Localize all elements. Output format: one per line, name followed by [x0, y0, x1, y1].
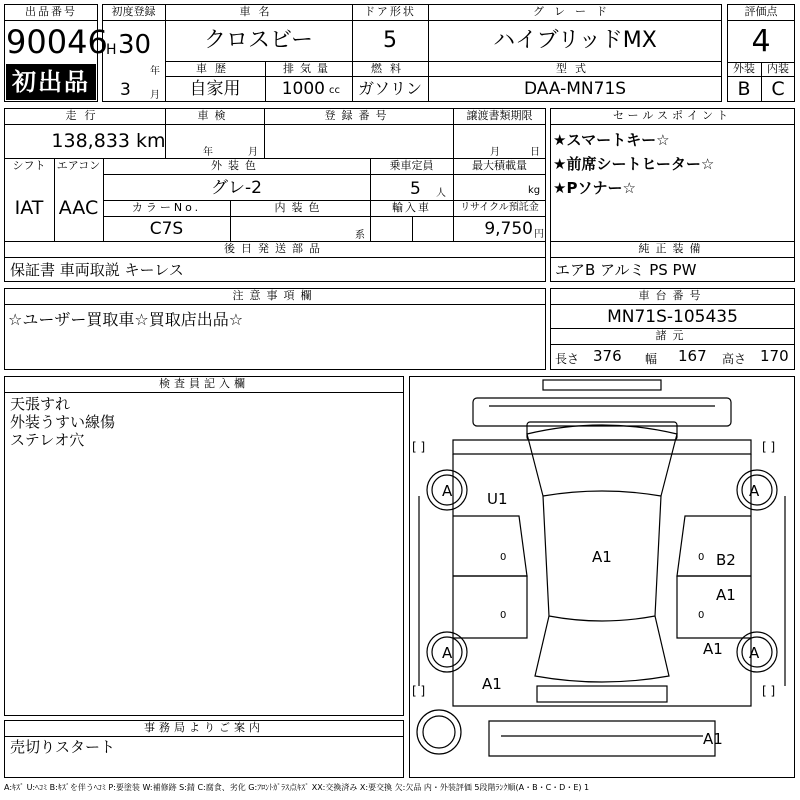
zero-mark: 0: [698, 610, 705, 621]
height-value: 170: [760, 347, 789, 365]
length-label: 長さ: [555, 352, 580, 366]
first-reg-year-unit: 年: [150, 66, 160, 77]
color-no-value: C7S: [149, 219, 184, 239]
recycle-header: リサイクル預託金: [460, 202, 539, 213]
zero-mark: 0: [698, 552, 705, 563]
ext-score-header: 外装: [733, 62, 755, 75]
damage-mark-left-rear: A1: [482, 675, 502, 693]
history-value: 自家用: [189, 79, 241, 99]
grade-value: ハイブリッドMX: [493, 28, 657, 53]
tire-mark-rear-right: A: [749, 644, 760, 662]
notes-header: 注意事項欄: [232, 289, 318, 302]
tire-mark-front-left: A: [442, 482, 453, 500]
later-parts-value: 保証書 車両取説 キーレス: [10, 261, 184, 279]
inspection-year-unit: 年: [203, 147, 213, 158]
inspector-line: ステレオ穴: [10, 431, 85, 449]
damage-mark-right-rear: A1: [703, 640, 723, 658]
width-value: 167: [678, 347, 707, 365]
dimensions-header: 諸元: [655, 329, 690, 342]
damage-mark-roof: A1: [592, 548, 612, 566]
tire-mark-front-right: A: [749, 482, 760, 500]
fuel-value: ガソリン: [357, 79, 422, 98]
inspection-month-unit: 月: [248, 147, 258, 158]
fuel-header: 燃料: [371, 62, 409, 75]
grade-header: グレード: [533, 5, 617, 18]
bracket-mark: [ ]: [762, 684, 776, 698]
damage-mark-bottom: A1: [703, 730, 723, 748]
inspection-header: 車検: [197, 109, 232, 122]
lot-number: 90046: [6, 23, 108, 61]
height-label: 高さ: [722, 352, 747, 366]
inspector-line: 天張すれ: [10, 395, 71, 413]
damage-mark-right-front: A1: [716, 586, 736, 604]
mileage-header: 走行: [65, 109, 104, 122]
first-reg-year: 30: [118, 30, 152, 60]
zero-mark: 0: [500, 552, 507, 563]
damage-mark-u1: U1: [487, 490, 508, 508]
registration-header: 登録番号: [324, 109, 393, 122]
notes-value: ☆ユーザー買取車☆買取店出品☆: [8, 310, 244, 329]
int-score-header: 内装: [767, 62, 789, 75]
aircon-header: エアコン: [56, 159, 101, 172]
car-name: クロスビー: [203, 28, 314, 53]
shift-value: IAT: [14, 197, 44, 219]
length-value: 376: [593, 347, 622, 365]
selling-point-line: ★前席シートヒーター☆: [553, 155, 715, 173]
transfer-day-unit: 日: [530, 147, 540, 158]
selling-point-line: ★スマートキー☆: [553, 131, 670, 149]
ext-score: B: [737, 78, 751, 100]
width-label: 幅: [645, 352, 658, 366]
car-name-header: 車名: [239, 5, 278, 18]
capacity-value: 5: [410, 179, 421, 199]
max-load-unit: kg: [528, 185, 541, 196]
door-header: ドア形状: [364, 5, 416, 18]
recycle-unit: 円: [534, 229, 544, 240]
first-reg-header: 初度登録: [111, 5, 156, 18]
interior-color-unit: 系: [355, 230, 365, 241]
shift-header: シフト: [12, 159, 46, 172]
inspector-header: 検査員記入欄: [159, 377, 249, 390]
chassis-value: MN71S-105435: [607, 307, 738, 327]
first-reg-month-unit: 月: [150, 90, 160, 101]
equipment-value: エアB アルミ PS PW: [555, 261, 697, 279]
inspector-line: 外装うすい線傷: [10, 413, 116, 431]
recycle-value: 9,750: [484, 219, 533, 239]
color-no-header: カラーNo.: [131, 201, 202, 214]
car-diagram: [409, 376, 795, 778]
mileage-value: 138,833: [51, 130, 130, 152]
bracket-mark: [ ]: [412, 684, 426, 698]
interior-color-header: 内装色: [274, 201, 326, 214]
displacement-header: 排気量: [283, 62, 334, 75]
max-load-header: 最大積載量: [472, 159, 527, 172]
capacity-unit: 人: [436, 188, 446, 199]
mileage-unit: km: [136, 130, 166, 152]
exterior-color-value: グレ-2: [211, 178, 262, 198]
displacement-unit: cc: [329, 85, 340, 96]
chassis-header: 車台番号: [638, 289, 707, 302]
aircon-value: AAC: [58, 197, 99, 219]
damage-mark-b2: B2: [716, 551, 736, 569]
selling-points-header: セールスポイント: [612, 109, 732, 122]
transfer-header: 譲渡書類期限: [466, 109, 533, 122]
model-header: 型式: [556, 62, 594, 75]
model-value: DAA-MN71S: [523, 79, 627, 99]
score-value: 4: [751, 24, 771, 59]
door-value: 5: [383, 28, 397, 53]
capacity-header: 乗車定員: [389, 159, 434, 172]
office-value: 売切りスタート: [10, 738, 116, 756]
int-score: C: [771, 78, 785, 100]
lot-header: 出品番号: [25, 5, 77, 18]
tire-mark-rear-left: A: [442, 644, 453, 662]
score-header: 評価点: [744, 5, 778, 18]
equipment-header: 純正装備: [638, 242, 707, 255]
import-header: 輸入車: [392, 201, 431, 214]
bracket-mark: [ ]: [762, 440, 776, 454]
later-parts-header: 後日発送部品: [224, 242, 326, 255]
transfer-month-unit: 月: [490, 147, 500, 158]
legend-text: A:ｷｽﾞ U:ﾍｺﾐ B:ｷｽﾞを伴うﾍｺﾐ P:要塗装 W:補修跡 S:錆 C:腐食、劣化 G:ﾌﾛﾝﾄｶﾞﾗｽ点ｷｽﾞ XX:交換済み X:要交換 欠:欠品 内・外装評価 5段階ﾗﾝｸ順(A・B・C・D・E) 1: [4, 783, 590, 792]
history-header: 車歴: [196, 62, 234, 75]
first-listing-badge: 初出品: [6, 64, 96, 100]
zero-mark: 0: [500, 610, 507, 621]
bracket-mark: [ ]: [412, 440, 426, 454]
selling-point-line: ★Pソナー☆: [553, 179, 636, 197]
office-header: 事務局よりご案内: [144, 721, 264, 734]
first-reg-era: H: [106, 42, 117, 58]
first-reg-month: 3: [120, 80, 131, 100]
displacement-value: 1000: [281, 79, 325, 99]
exterior-color-header: 外装色: [211, 159, 262, 172]
